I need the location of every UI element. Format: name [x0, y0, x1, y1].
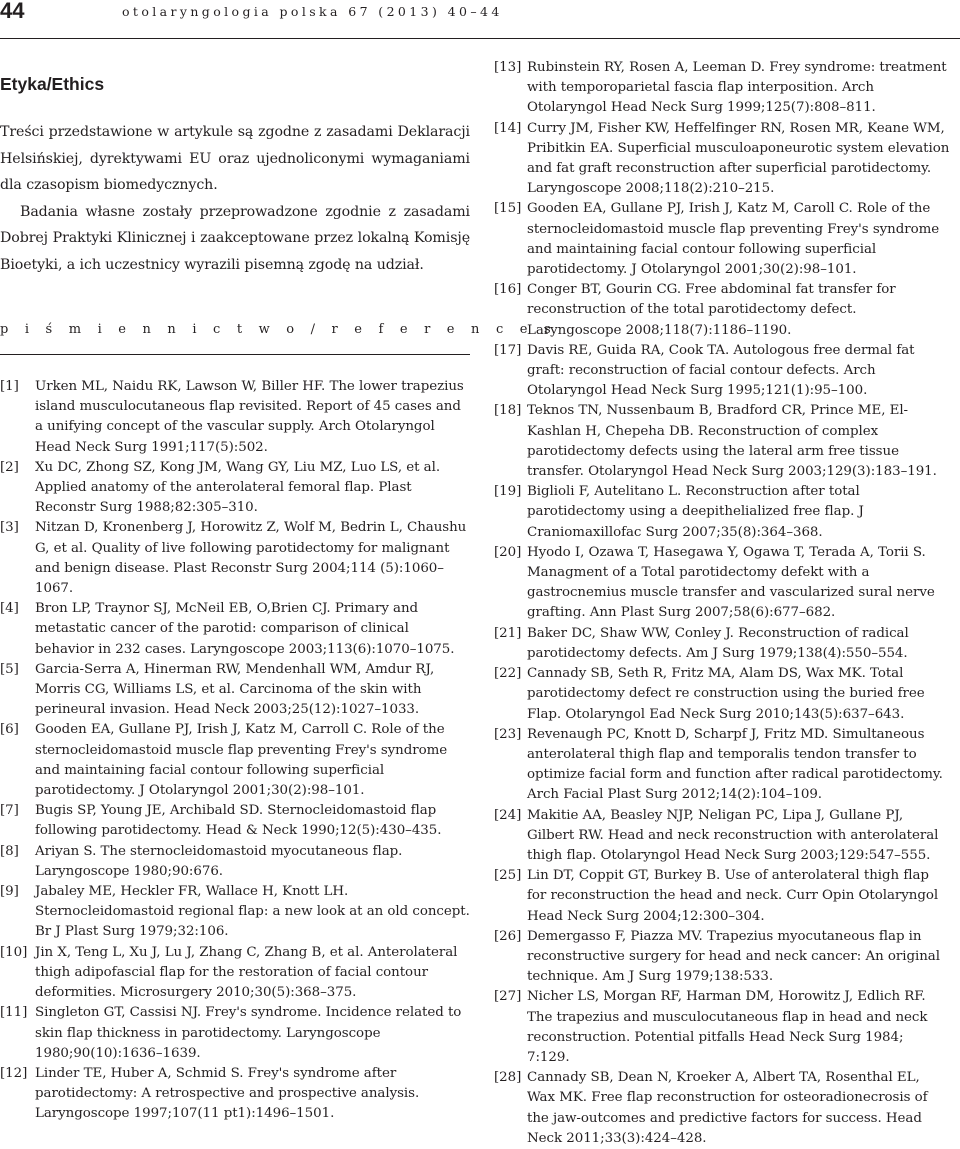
ethics-title: Etyka/Ethics [0, 74, 105, 94]
reference-text: Singleton GT, Cassisi NJ. Frey's syndrome. Incidence related to skin flap thickness in parotidectomy. Laryngoscope 1980;90(10):1636–1639. [35, 1005, 462, 1061]
reference-text: Demergasso F, Piazza MV. Trapezius myocutaneous flap in reconstructive surgery for head and neck cancer: An original technique. Am J Surg 1979;138:533. [527, 928, 940, 985]
header-rule [0, 38, 960, 39]
ethics-paragraph: Badania własne zostały przeprowadzone zgodnie z zasadami Dobrej Praktyki Klinicznej i zaakceptowane przez lokalną Komisję Bioetyki, a ich uczestnicy wyrazili pisemną zgodę na udział. [0, 203, 470, 273]
reference-number: [23] [494, 726, 522, 742]
reference-text: Nicher LS, Morgan RF, Harman DM, Horowitz J, Edlich RF. The trapezius and musculocutaneous flap in head and neck reconstruction. Potential pitfalls Head Neck Surg 1984; 7:129. [527, 989, 928, 1065]
reference-item [0, 882, 470, 943]
reference-item [494, 341, 950, 402]
reference-item [494, 624, 950, 664]
reference-text: Davis RE, Guida RA, Cook TA. Autologous free dermal fat graft: reconstruction of facial contour defects. Arch Otolaryngol Head Neck Surg 1995;121(1):95–100. [527, 342, 915, 399]
reference-text: Makitie AA, Beasley NJP, Neligan PC, Lipa J, Gullane PJ, Gilbert RW. Head and neck reconstruction with anterolateral thigh flap. Otolaryngol Head Neck Surg 2003;129:547–555. [527, 807, 939, 863]
reference-text: Conger BT, Gourin CG. Free abdominal fat transfer for reconstruction of the total parotidectomy defect. Laryngoscope 2008;118(7):1186–1190. [527, 282, 896, 338]
reference-text: Gooden EA, Gullane PJ, Irish J, Katz M, Caroll C. Role of the sternocleidomastoid muscle flap preventing Frey's syndrome and maintaining facial contour following superficial parotidectomy. J Otolaryngol 2001;30(2):98–101. [527, 201, 940, 278]
reference-item [494, 280, 950, 341]
reference-number: [26] [494, 928, 522, 944]
reference-number: [1] [0, 379, 19, 394]
reference-number: [2] [0, 459, 19, 475]
reference-item [0, 1003, 470, 1064]
reference-item [494, 725, 950, 806]
reference-number: [20] [494, 544, 522, 560]
reference-number: [6] [0, 722, 19, 738]
reference-number: [27] [494, 989, 522, 1005]
reference-text: Ariyan S. The sternocleidomastoid myocutaneous flap. Laryngoscope 1980;90:676. [35, 843, 403, 879]
reference-text: Lin DT, Coppit GT, Burkey B. Use of anterolateral thigh flap for reconstruction the head and neck. Curr Opin Otolaryngol Head Neck Surg 2004;12:300–304. [527, 868, 939, 924]
reference-number: [28] [494, 1070, 522, 1086]
reference-text: Garcia-Serra A, Hinerman RW, Mendenhall WM, Amdur RJ, Morris CG, Williams LS, et al. Carcinoma of the skin with perineural invasion. Head Neck 2003;25(12):1027–1033. [35, 661, 435, 718]
reference-number: [24] [494, 807, 522, 823]
reference-text: Biglioli F, Autelitano L. Reconstruction after total parotidectomy using a deepithelialized free flap. J Craniomaxillofac Surg 2007;35(8):364–368. [527, 484, 864, 540]
reference-item [0, 801, 470, 841]
ethics-paragraph: Treści przedstawione w artykule są zgodne z zasadami Deklaracji Helsińskiej, dyrektywami EU oraz ujednoliconymi wymaganiami dla czasopism biomedycznych. [0, 124, 470, 193]
page-number: 44 [0, 0, 25, 23]
reference-number: [25] [494, 868, 522, 884]
reference-text: Cannady SB, Seth R, Fritz MA, Alam DS, Wax MK. Total parotidectomy defect re construction using the buried free Flap. Otolaryngol Ead Neck Surg 2010;143(5):637–643. [527, 666, 925, 722]
reference-item [494, 1068, 950, 1149]
reference-item [0, 1064, 470, 1125]
reference-item [0, 943, 470, 1004]
reference-item [494, 482, 950, 543]
reference-item [494, 401, 950, 482]
reference-number: [16] [494, 282, 522, 298]
running-head: otolaryngologia polska 67 (2013) 40–44 [122, 4, 503, 19]
reference-text: Cannady SB, Dean N, Kroeker A, Albert TA, Rosenthal EL, Wax MK. Free flap reconstruction for osteoradionecrosis of the jaw-outcomes and predictive factors for success. Head Neck 2011;33(3):424–428. [527, 1070, 928, 1146]
reference-text: Nitzan D, Kronenberg J, Horowitz Z, Wolf M, Bedrin L, Chaushu G, et al. Quality of live following parotidectomy for malignant and benign disease. Plast Reconstr Surg 2004;114 (5):1060–1067. [35, 520, 467, 597]
reference-text: Hyodo I, Ozawa T, Hasegawa Y, Ogawa T, Terada A, Torii S. Managment of a Total parotidectomy defekt with a gastrocnemius muscle transfer and vascularized sural nerve grafting. Ann Plast Surg 2007;58(6):677–682. [527, 544, 935, 621]
reference-number: [11] [0, 1005, 28, 1021]
reference-item [494, 987, 950, 1068]
reference-item [0, 599, 470, 660]
reference-text: Xu DC, Zhong SZ, Kong JM, Wang GY, Liu MZ, Luo LS, et al. Applied anatomy of the anterolateral femoral flap. Plast Reconstr Surg 1988;82:305–310. [35, 459, 441, 516]
reference-text: Jin X, Teng L, Xu J, Lu J, Zhang C, Zhang B, et al. Anterolateral thigh adipofascial flap for the restoration of facial contour deformities. Microsurgery 2010;30(5):368–375. [35, 944, 458, 1001]
reference-item [0, 660, 470, 721]
reference-item [0, 842, 470, 882]
reference-list-left [0, 377, 470, 1125]
reference-number: [8] [0, 843, 19, 859]
reference-text: Teknos TN, Nussenbaum B, Bradford CR, Prince ME, El-Kashlan H, Chepeha DB. Reconstruction of complex parotidectomy defects using the lateral arm free tissue transfer. Otolaryngol Head Neck Surg 2003;129(3):183–191. [527, 403, 937, 480]
reference-item [0, 518, 470, 599]
reference-number: [21] [494, 625, 522, 641]
reference-text: Bron LP, Traynor SJ, McNeil EB, O,Brien CJ. Primary and metastatic cancer of the parotid: comparison of clinical behavior in 232 cases. Laryngoscope 2003;113(6):1070–1075. [35, 601, 455, 657]
reference-number: [14] [494, 120, 522, 136]
reference-item [494, 119, 950, 200]
reference-number: [3] [0, 520, 19, 536]
reference-text: Linder TE, Huber A, Schmid S. Frey's syndrome after parotidectomy: A retrospective and prospective analysis. Laryngoscope 1997;107(11 pt1):1496–1501. [35, 1065, 420, 1122]
reference-item [0, 458, 470, 519]
ethics-text [0, 119, 470, 278]
reference-number: [10] [0, 944, 28, 960]
reference-number: [9] [0, 884, 19, 900]
reference-number: [13] [494, 60, 522, 75]
reference-item [494, 58, 950, 119]
reference-number: [5] [0, 661, 19, 677]
reference-text: Curry JM, Fisher KW, Heffelfinger RN, Rosen MR, Keane WM, Pribitkin EA. Superficial musculoaponeurotic system elevation and fat graft reconstruction after superficial parotidectomy. Laryngoscope 2008;118(2):210–215. [527, 120, 950, 197]
right-column [494, 58, 950, 1149]
reference-number: [7] [0, 803, 19, 819]
reference-number: [12] [0, 1065, 28, 1081]
reference-number: [19] [494, 484, 522, 500]
reference-item [494, 664, 950, 725]
reference-number: [15] [494, 201, 522, 217]
reference-item [0, 377, 470, 458]
reference-number: [17] [494, 342, 522, 358]
references-heading: p i ś m i e n n i c t w o / r e f e r e n c e s [0, 322, 470, 355]
reference-text: Urken ML, Naidu RK, Lawson W, Biller HF. The lower trapezius island musculocutaneous flap revisited. Report of 45 cases and a unifying concept of the vascular supply. Arch Otolaryngol Head Neck Surg 1991;117(5):502. [35, 379, 464, 455]
reference-text: Revenaugh PC, Knott D, Scharpf J, Fritz MD. Simultaneous anterolateral thigh flap and temporalis tendon transfer to optimize facial form and function after radical parotidectomy. Arch Facial Plast Surg 2012;14(2):104–109. [527, 726, 943, 803]
reference-item [494, 806, 950, 867]
reference-text: Bugis SP, Young JE, Archibald SD. Sternocleidomastoid flap following parotidectomy. Head & Neck 1990;12(5):430–435. [35, 803, 442, 839]
reference-item [494, 866, 950, 927]
reference-number: [18] [494, 403, 522, 419]
reference-text: Gooden EA, Gullane PJ, Irish J, Katz M, Carroll C. Role of the sternocleidomastoid muscle flap preventing Frey's syndrome and maintaining facial contour following superficial parotidectomy. J Otolaryngol 2001;30(2):98–101. [35, 722, 448, 799]
reference-number: [4] [0, 601, 19, 617]
reference-number: [22] [494, 666, 522, 682]
reference-item [494, 543, 950, 624]
reference-item [494, 199, 950, 280]
reference-item [494, 927, 950, 988]
reference-text: Rubinstein RY, Rosen A, Leeman D. Frey syndrome: treatment with temporoparietal fascia flap interposition. Arch Otolaryngol Head Neck Surg 1999;125(7):808–811. [527, 60, 947, 116]
reference-item [0, 720, 470, 801]
reference-text: Jabaley ME, Heckler FR, Wallace H, Knott LH. Sternocleidomastoid regional flap: a new look at an old concept. Br J Plast Surg 1979;32:106. [35, 884, 470, 940]
reference-list-right [494, 58, 950, 1149]
reference-text: Baker DC, Shaw WW, Conley J. Reconstruction of radical parotidectomy defects. Am J Surg 1979;138(4):550–554. [527, 625, 909, 661]
